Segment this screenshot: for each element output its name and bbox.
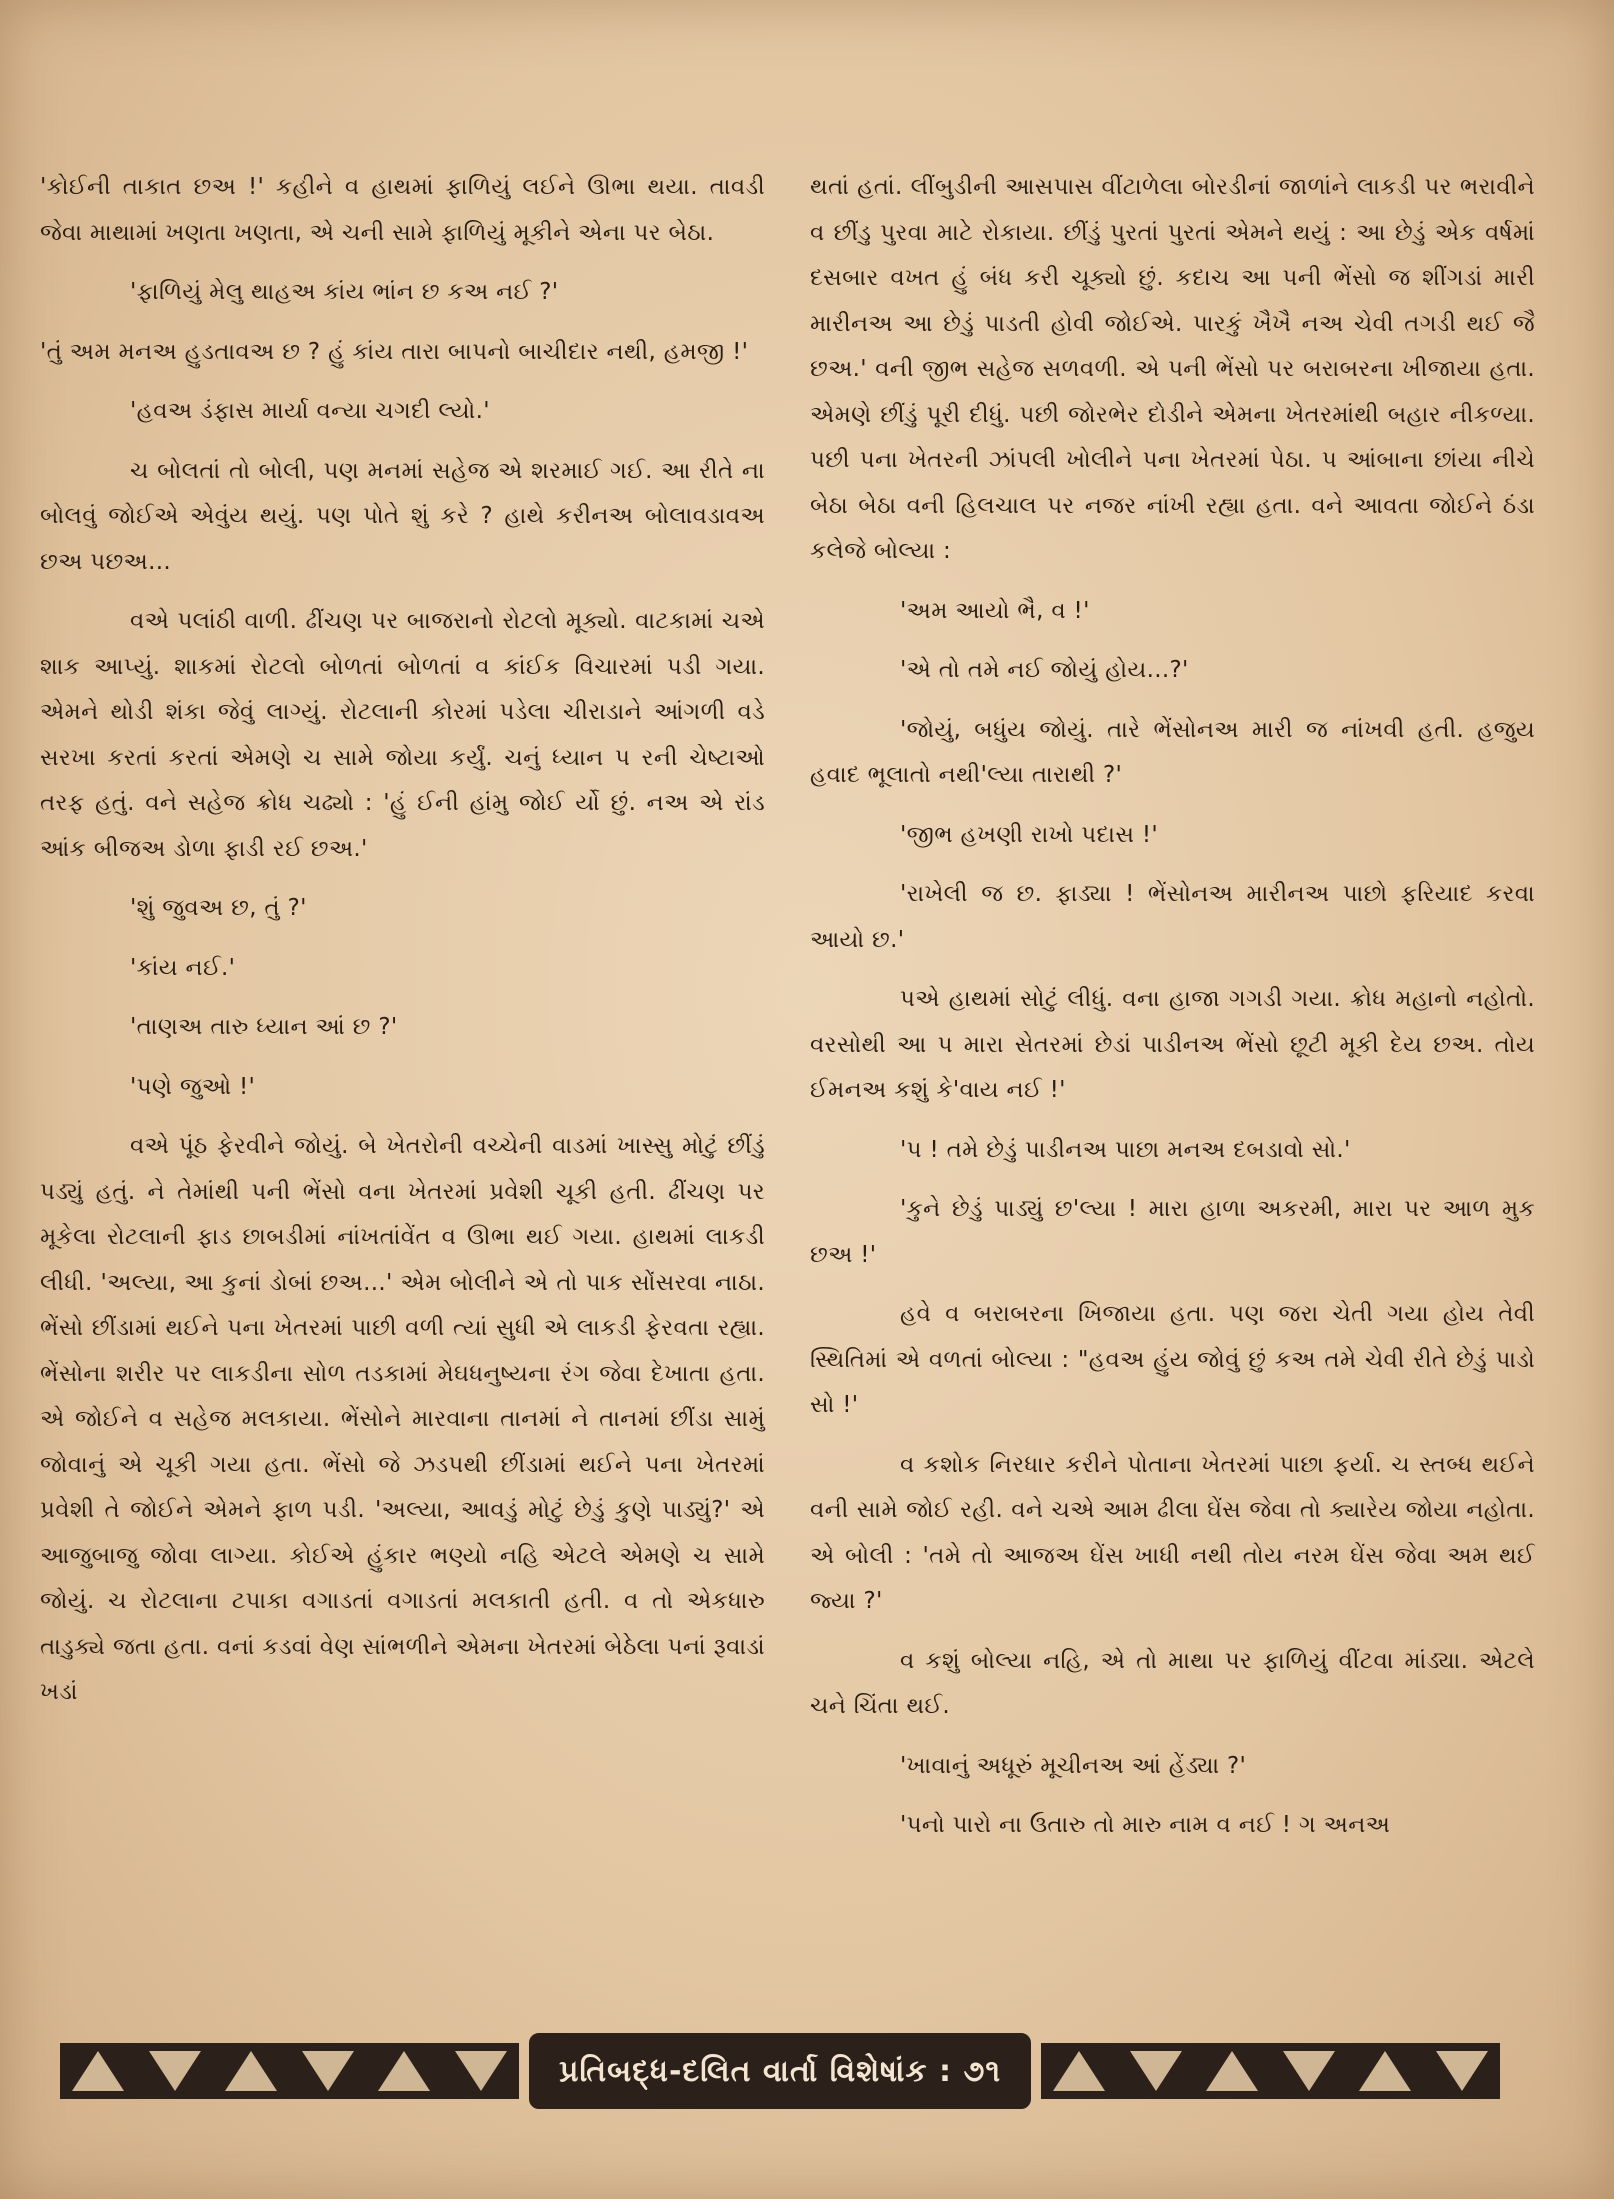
triangle-ornament-icon xyxy=(1359,2051,1411,2091)
paragraph: 'હવઅ ડંફાસ માર્યા વન્યા ચગદી લ્યો.' xyxy=(130,398,490,424)
paragraph: 'જોયું, બધુંય જોયું. તારે ભેંસોનઅ મારી જ નાંખવી હતી. હજુય હવાદ ભૂલાતો નથી'લ્યા તારાથી ?' xyxy=(810,716,1535,788)
paragraph: 'રાખેલી જ છ. ફાડ્યા ! ભેંસોનઅ મારીનઅ પાછો ફરિયાદ કરવા આયો છ.' xyxy=(810,881,1535,953)
footer-ornament-right xyxy=(1041,2043,1500,2099)
triangle-ornament-icon xyxy=(149,2051,201,2091)
triangle-ornament-icon xyxy=(455,2051,507,2091)
paragraph: હવે વ બરાબરના ખિજાયા હતા. પણ જરા ચેતી ગયા હોય તેવી સ્થિતિમાં એ વળતાં બોલ્યા : "હવઅ હુંય જોવું છું કઅ તમે ચેવી રીતે છેડું પાડો સો !' xyxy=(810,1301,1535,1418)
left-column xyxy=(40,165,765,1730)
paragraph: 'કોઈની તાકાત છઅ !' કહીને વ હાથમાં ફાળિયું લઈને ઊભા થયા. તાવડી જેવા માથામાં ખણતા ખણતા, એ ચની સામે ફાળિયું મૂકીને એના પર બેઠા. xyxy=(40,174,765,246)
right-column xyxy=(810,165,1535,1863)
paragraph: 'કુને છેડું પાડ્યું છ'લ્યા ! મારા હાળા અકરમી, મારા પર આળ મુક છઅ !' xyxy=(810,1196,1535,1268)
paragraph: 'અમ આયો ભૈ, વ !' xyxy=(900,597,1090,624)
paragraph: 'ફાળિયું મેલુ થાહઅ કાંય ભાંન છ કઅ નઈ ?' xyxy=(130,279,559,305)
paragraph: વએ પૂંઠ ફેરવીને જોયું. બે ખેતરોની વચ્ચેની વાડમાં ખાસ્સુ મોટું છીંડું પડ્યું હતું. ને તેમાંથી પની ભેંસો વના ખેતરમાં પ્રવેશી ચૂકી હતી. ઢીંચણ પર મૂકેલા રોટલાની ફાડ છાબડીમાં નાંખતાંવેંત વ ઊભા થઈ ગયા. હાથમાં લાકડી લીધી. 'અલ્યા, આ કુનાં ડોબાં છઅ...' એમ બોલીને એ તો પાક સોંસરવા નાઠા. ભેંસો છીંડામાં થઈને પના ખેતરમાં પાછી વળી ત્યાં સુધી એ લાકડી ફેરવતા રહ્યા. ભેંસોના શરીર પર લાકડીના સોળ તડકામાં મેઘધનુષ્યના રંગ જેવા દેખાતા હતા. એ જોઈને વ સહેજ મલકાયા. ભેંસોને મારવાના તાનમાં ને તાનમાં છીંડા સામું જોવાનું એ ચૂકી ગયા હતા. ભેંસો જે ઝડપથી છીંડામાં થઈને પના ખેતરમાં પ્રવેશી તે જોઈને એમને ફાળ પડી. 'અલ્યા, આવડું મોટું છેડું કુણે પાડ્યું?' એ આજુબાજુ જોવા લાગ્યા. કોઈએ હુંકાર ભણ્યો નહિ એટલે એમણે ચ સામે જોયું. ચ રોટલાના ટપાકા વગાડતાં વગાડતાં મલકાતી હતી. વ તો એકધારુ તાડુક્યે જતા હતા. વનાં કડવાં વેણ સાંભળીને એમના ખેતરમાં બેઠેલા પનાં રૂવાડાં ખડાં xyxy=(40,1133,765,1705)
triangle-ornament-icon xyxy=(1436,2051,1488,2091)
triangle-ornament-icon xyxy=(225,2051,277,2091)
paragraph: પએ હાથમાં સોટું લીધું. વના હાજા ગગડી ગયા. ક્રોધ મહાનો નહોતો. વરસોથી આ પ મારા સેતરમાં છેડાં પાડીનઅ ભેંસો છૂટી મૂકી દેય છઅ. તોય ઈમનઅ કશું કે'વાય નઈ !' xyxy=(810,986,1535,1103)
paragraph: 'તું અમ મનઅ હુડતાવઅ છ ? હું કાંય તારા બાપનો બાચીદાર નથી, હમજી !' xyxy=(40,338,749,365)
paragraph: 'ખાવાનું અધૂરું મૂચીનઅ આં હેંડ્યા ?' xyxy=(900,1752,1247,1779)
paragraph: 'જીભ હખણી રાખો પદાસ !' xyxy=(900,821,1159,848)
paragraph: થતાં હતાં. લીંબુડીની આસપાસ વીંટાળેલા બોરડીનાં જાળાંને લાકડી પર ભરાવીને વ છીંડુ પુરવા માટે રોકાયા. છીંડું પુરતાં પુરતાં એમને થયું : આ છેડું એક વર્ષમાં દસબાર વખત હું બંધ કરી ચૂક્યો છું. કદાચ આ પની ભેંસો જ શીંગડાં મારી મારીનઅ આ છેડું પાડતી હોવી જોઈએ. પારકું ખૈખૈ નઅ ચેવી તગડી થઈ જૈ છઅ.' વની જીભ સહેજ સળવળી. એ પની ભેંસો પર બરાબરના ખીજાયા હતા. એમણે છીંડું પૂરી દીધું. પછી જોરભેર દોડીને એમના ખેતરમાંથી બહાર નીકળ્યા. પછી પના ખેતરની ઝાંપલી ખોલીને પના ખેતરમાં પેઠા. પ આંબાના છાંયા નીચે બેઠા બેઠા વની હિલચાલ પર નજર નાંખી રહ્યા હતા. વને આવતા જોઈને ઠંડા કલેજે બોલ્યા : xyxy=(810,174,1535,564)
paragraph: ચ બોલતાં તો બોલી, પણ મનમાં સહેજ એ શરમાઈ ગઈ. આ રીતે ના બોલવું જોઈએ એવુંય થયું. પણ પોતે શું કરે ? હાથે કરીનઅ બોલાવડાવઅ છઅ પછઅ... xyxy=(40,457,765,575)
paragraph: 'પનો પારો ના ઉતારુ તો મારુ નામ વ નઈ ! ગ અનઅ xyxy=(900,1812,1391,1838)
footer-page-label: પ્રતિબદ્ધ-દલિત વાર્તા વિશેષાંક : ૭૧ xyxy=(529,2033,1031,2109)
paragraph: 'એ તો તમે નઈ જોયું હોય...?' xyxy=(900,657,1189,683)
paragraph: 'શું જુવઅ છ, તું ?' xyxy=(130,895,307,921)
paragraph: વ કશું બોલ્યા નહિ, એ તો માથા પર ફાળિયું વીંટવા માંડ્યા. એટલે ચને ચિંતા થઈ. xyxy=(810,1647,1535,1719)
paragraph: 'પ ! તમે છેડું પાડીનઅ પાછા મનઅ દબડાવો સો.' xyxy=(900,1136,1351,1163)
footer-ornament-left xyxy=(60,2043,519,2099)
paragraph: 'તાણઅ તારુ ધ્યાન આં છ ?' xyxy=(130,1014,398,1040)
triangle-ornament-icon xyxy=(1130,2051,1182,2091)
triangle-ornament-icon xyxy=(1053,2051,1105,2091)
triangle-ornament-icon xyxy=(72,2051,124,2091)
paragraph: 'કાંય નઈ.' xyxy=(130,954,236,981)
paragraph: વએ પલાંઠી વાળી. ઢીંચણ પર બાજરાનો રોટલો મૂક્યો. વાટકામાં ચએ શાક આપ્યું. શાકમાં રોટલો બોળતાં બોળતાં વ કાંઈક વિચારમાં પડી ગયા. એમને થોડી શંકા જેવું લાગ્યું. રોટલાની કોરમાં પડેલા ચીરાડાને આંગળી વડે સરખા કરતાં કરતાં એમણે ચ સામે જોયા કર્યું. ચનું ધ્યાન પ રની ચેષ્ટાઓ તરફ હતું. વને સહેજ ક્રોધ ચઢ્યો : 'હું ઈની હાંમુ જોઈ ર્યો છું. નઅ એ રાંડ આંક બીજઅ ડોળા ફાડી રઈ છઅ.' xyxy=(40,608,765,862)
page-footer xyxy=(60,2033,1500,2109)
triangle-ornament-icon xyxy=(1206,2051,1258,2091)
paragraph: વ કશોક નિરધાર કરીને પોતાના ખેતરમાં પાછા ફર્યા. ચ સ્તબ્ધ થઈને વની સામે જોઈ રહી. વને ચએ આમ ઢીલા ઘેંસ જેવા તો ક્યારેય જોયા નહોતા. એ બોલી : 'તમે તો આજઅ ઘેંસ ખાધી નથી તોય નરમ ઘેંસ જેવા અમ થઈ જ્યા ?' xyxy=(810,1451,1535,1614)
triangle-ornament-icon xyxy=(302,2051,354,2091)
triangle-ornament-icon xyxy=(1283,2051,1335,2091)
paragraph: 'પણે જુઓ !' xyxy=(130,1073,256,1100)
triangle-ornament-icon xyxy=(378,2051,430,2091)
